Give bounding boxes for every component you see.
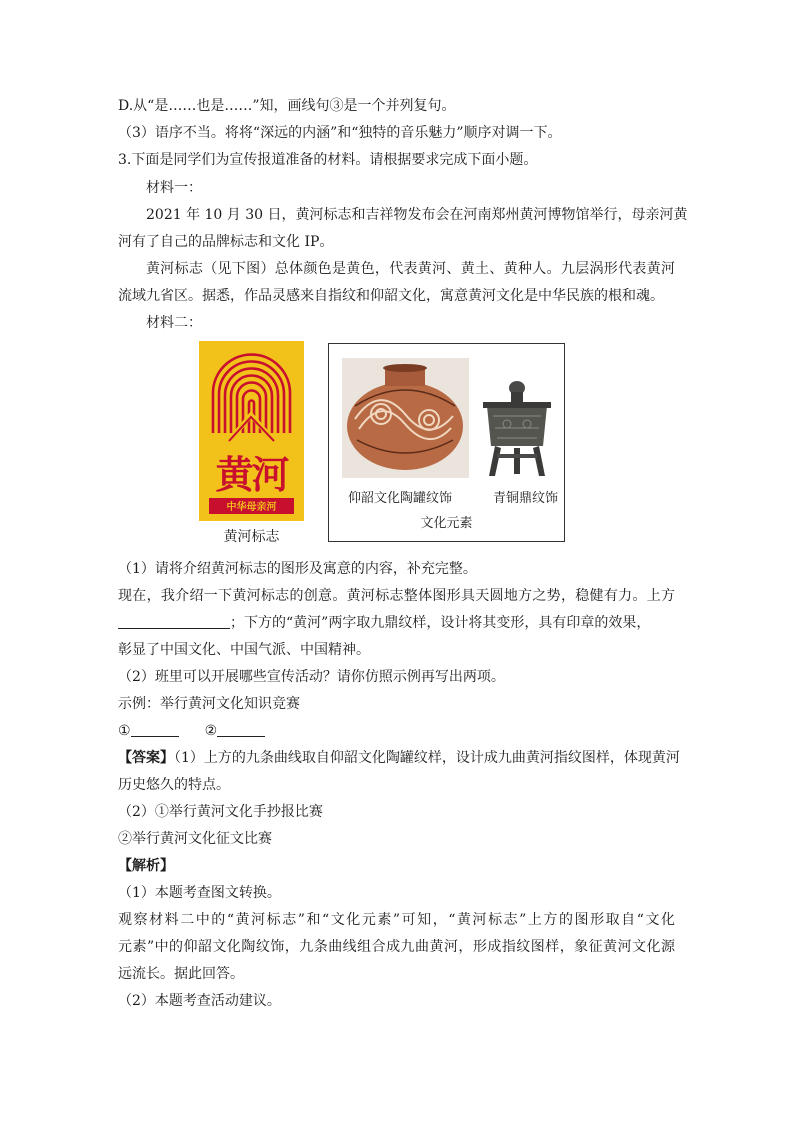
material-label: 材料二： bbox=[146, 315, 202, 331]
elements-caption: 文化元素 bbox=[420, 516, 473, 531]
text-line: 2021 年 10 月 30 日，黄河标志和吉祥物发布会在河南郑州黄河博物馆举行，母亲河黄 bbox=[146, 207, 688, 223]
text-line: 远流长。据此回答。 bbox=[118, 966, 244, 982]
text-segment: ；下方的“黄河”两字取九鼎纹样，设计将其变形，具有印章的效果， bbox=[230, 615, 651, 631]
bronze-caption: 青铜鼎纹饰 bbox=[493, 491, 559, 506]
text-line: 黄河标志（见下图）总体颜色是黄色，代表黄河、黄土、黄种人。九层涡形代表黄河 bbox=[146, 261, 675, 277]
answer-label: 【答案】 bbox=[118, 750, 174, 766]
text-line: 河有了自己的品牌标志和文化 IP。 bbox=[118, 234, 334, 250]
answer-blank[interactable] bbox=[217, 722, 265, 737]
question-heading: 3.下面是同学们为宣传报道准备的材料。请根据要求完成下面小题。 bbox=[118, 152, 538, 168]
yellow-river-logo bbox=[199, 341, 304, 521]
text-line bbox=[118, 613, 650, 633]
text-line: D.从“是……也是……”知，画线句③是一个并列复句。 bbox=[118, 98, 456, 114]
answer-line bbox=[118, 748, 680, 768]
text-line: 观察材料二中的“黄河标志”和“文化元素”可知，“黄河标志”上方的图形取自“文化 bbox=[118, 912, 675, 928]
text-line: （1）本题考查图文转换。 bbox=[118, 885, 281, 901]
pottery-jar-icon bbox=[347, 382, 463, 470]
text-line: （2）①举行黄河文化手抄报比赛 bbox=[118, 804, 323, 820]
answer-text: （1）上方的九条曲线取自仰韶文化陶罐纹样，设计成九曲黄河指纹图样，体现黄河 bbox=[174, 750, 680, 766]
sub-question: （1）请将介绍黄河标志的图形及寓意的内容，补充完整。 bbox=[118, 561, 477, 577]
pottery-caption: 仰韶文化陶罐纹饰 bbox=[348, 491, 453, 506]
example-line: 示例：举行黄河文化知识竞赛 bbox=[118, 696, 300, 712]
text-line: 彰显了中国文化、中国气派、中国精神。 bbox=[118, 642, 370, 658]
analysis-label: 【解析】 bbox=[118, 858, 174, 874]
cultural-elements-figure bbox=[328, 343, 565, 542]
text-line: 元素”中的仰韶文化陶纹饰，九条曲线组合成九曲黄河，形成指纹图样，象征黄河文化源 bbox=[118, 939, 675, 955]
text-line: 历史悠久的特点。 bbox=[118, 777, 230, 793]
text-line: 现在，我介绍一下黄河标志的创意。黄河标志整体图形具天圆地方之势，稳健有力。上方 bbox=[118, 588, 675, 604]
text-line: ②举行黄河文化征文比赛 bbox=[118, 831, 272, 847]
sub-question: （2）班里可以开展哪些宣传活动？请你仿照示例再写出两项。 bbox=[118, 669, 505, 685]
svg-text:黄河: 黄河 bbox=[215, 453, 288, 497]
answer-blanks-line bbox=[118, 721, 265, 741]
answer-blank[interactable] bbox=[118, 614, 230, 629]
text-line: （2）本题考查活动建议。 bbox=[118, 993, 281, 1009]
fingerprint-logo-icon bbox=[199, 341, 304, 521]
svg-text:中华母亲河: 中华母亲河 bbox=[226, 502, 277, 513]
blank-marker: ① bbox=[118, 723, 131, 739]
text-line: （3）语序不当。将将“深远的内涵”和“独特的音乐魅力”顺序对调一下。 bbox=[118, 125, 562, 141]
text-line: 流域九省区。据悉，作品灵感来自指纹和仰韶文化，寓意黄河文化是中华民族的根和魂。 bbox=[118, 288, 664, 304]
material-label: 材料一： bbox=[146, 180, 202, 196]
answer-blank[interactable] bbox=[131, 722, 179, 737]
blank-marker: ② bbox=[204, 723, 218, 739]
logo-caption: 黄河标志 bbox=[223, 529, 280, 545]
